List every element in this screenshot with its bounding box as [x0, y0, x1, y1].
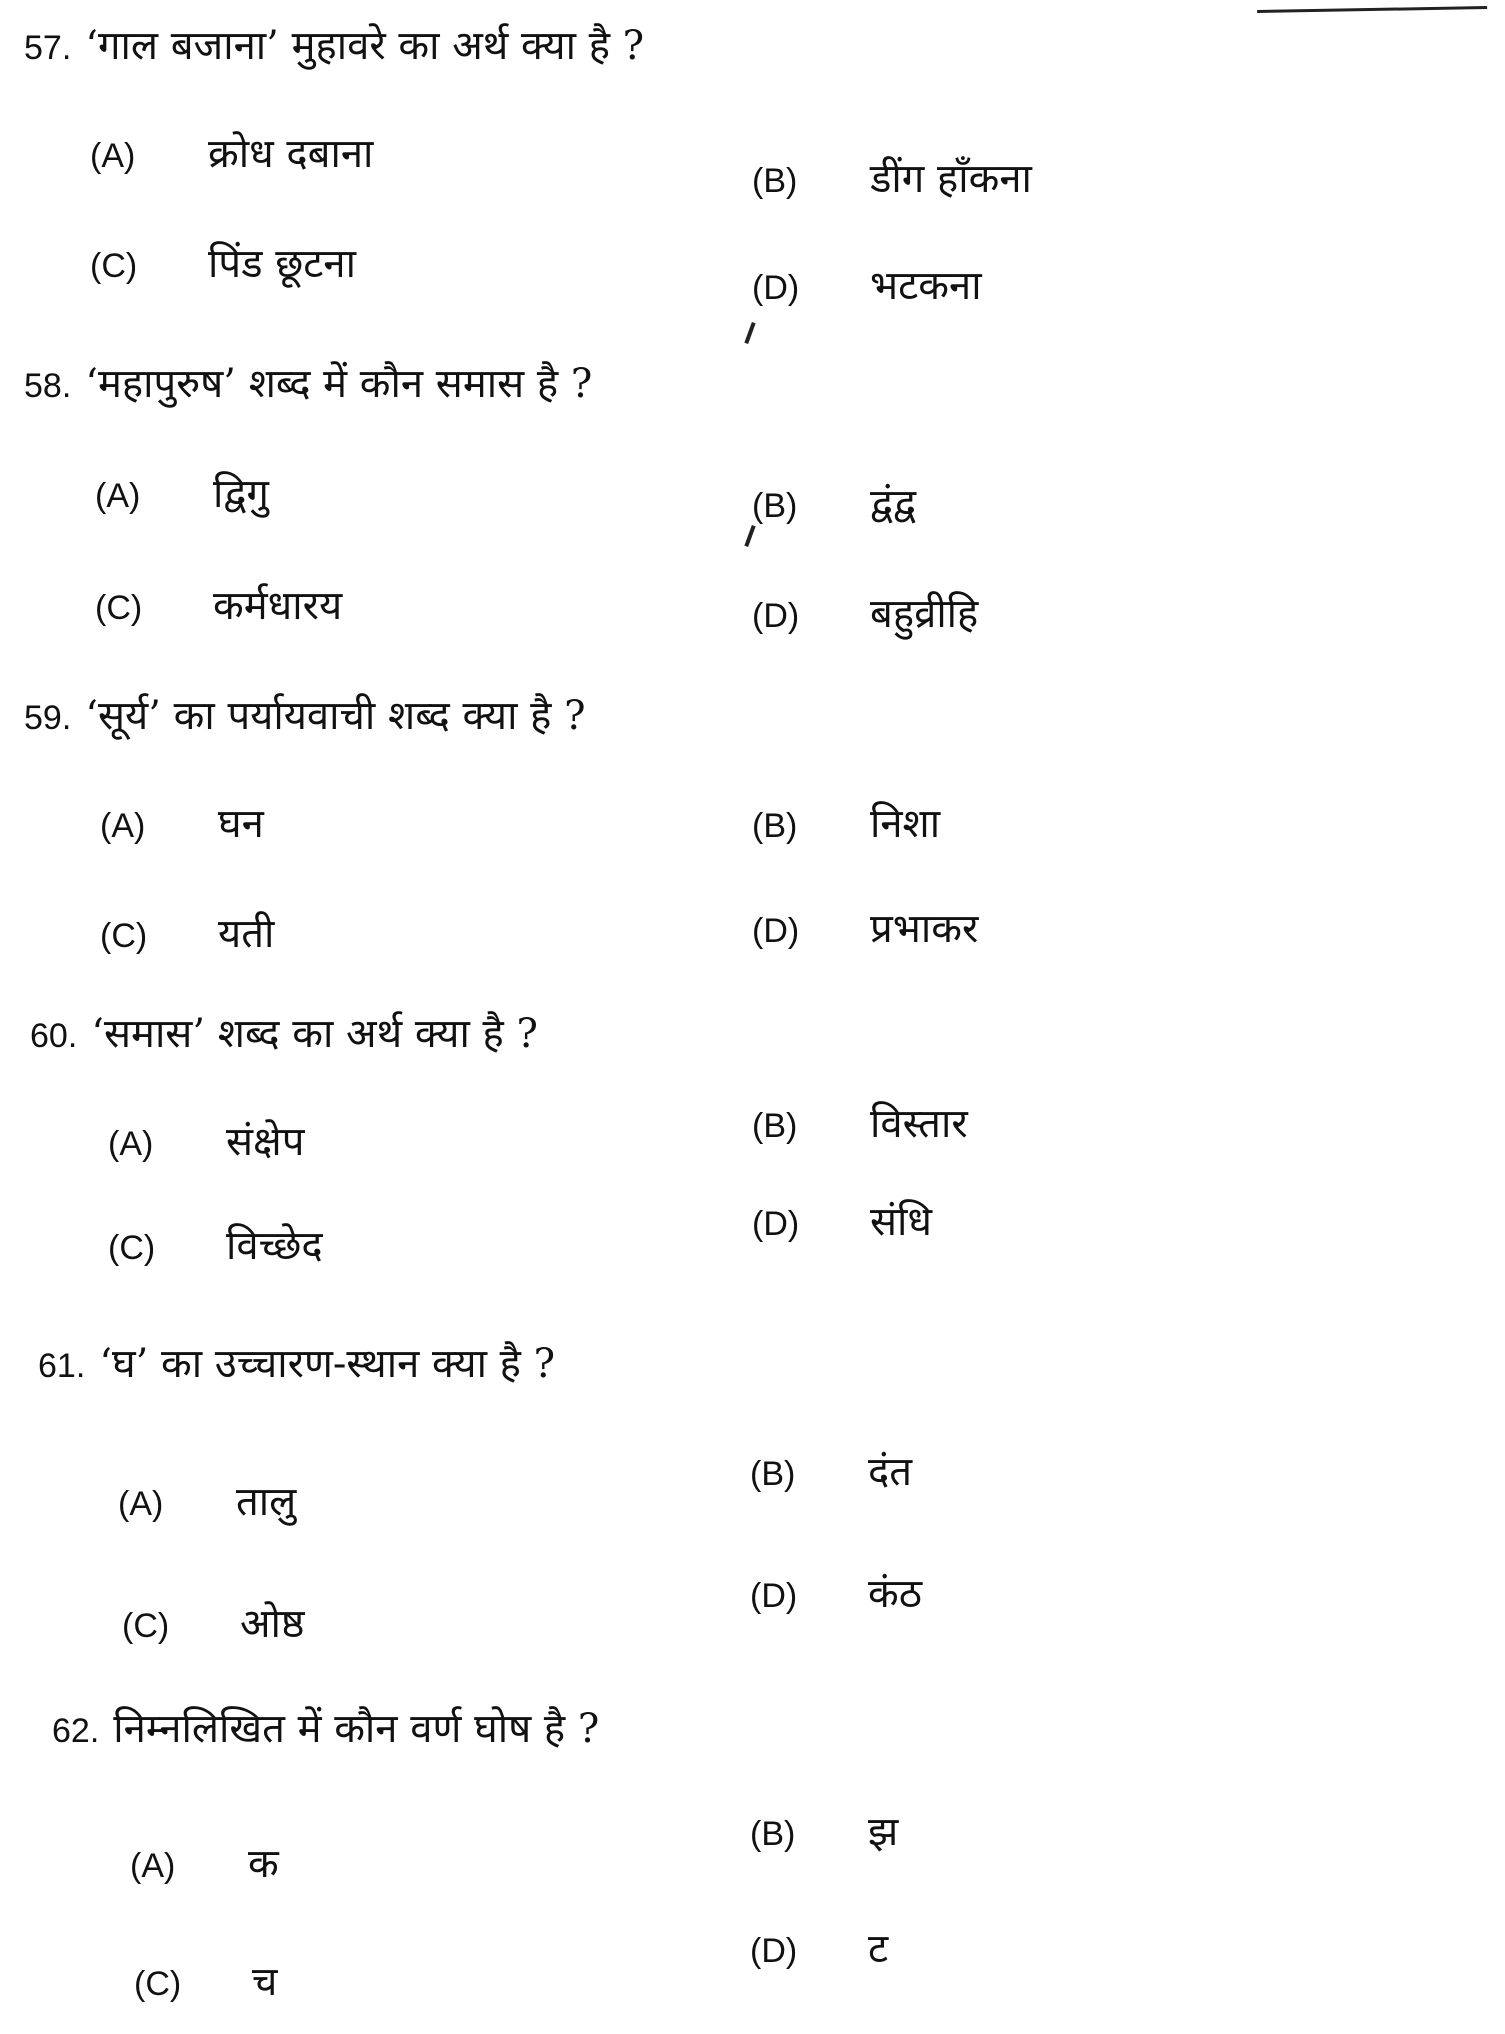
option-letter: (C) — [100, 917, 148, 955]
pen-tick-mark — [744, 322, 755, 344]
option-text: भटकना — [870, 263, 982, 309]
option-text: संधि — [870, 1199, 932, 1245]
option-letter: (B) — [752, 807, 798, 845]
option-text: विच्छेद — [226, 1223, 323, 1269]
question-number: 57. — [24, 29, 72, 67]
option-c — [95, 582, 342, 630]
option-d — [750, 1925, 888, 1973]
option-letter: (D) — [750, 1932, 798, 1970]
option-b — [750, 1808, 898, 1856]
option-text: क — [248, 1841, 279, 1887]
question-text: ‘घ’ का उच्चारण-स्थान क्या है ? — [99, 1341, 556, 1387]
option-a — [95, 470, 269, 518]
option-text: क्रोध दबाना — [208, 131, 374, 177]
option-c — [122, 1600, 304, 1648]
option-letter: (C) — [108, 1229, 156, 1267]
option-a — [100, 800, 264, 848]
question-text-line — [52, 1705, 599, 1753]
option-letter: (A) — [90, 137, 136, 175]
option-text: डींग हाँकना — [870, 156, 1032, 202]
question-text-line — [30, 1010, 538, 1058]
option-letter: (D) — [752, 597, 800, 635]
option-text: तालु — [236, 1479, 297, 1525]
option-b — [752, 480, 916, 528]
option-d — [752, 590, 978, 638]
option-b — [750, 1448, 912, 1496]
option-letter: (D) — [752, 269, 800, 307]
option-text: कर्मधारय — [213, 583, 343, 629]
option-text: विस्तार — [870, 1101, 968, 1147]
option-letter: (B) — [750, 1455, 796, 1493]
option-letter: (C) — [134, 1965, 182, 2003]
option-text: झ — [868, 1809, 899, 1855]
question-number: 62. — [52, 1712, 100, 1750]
option-letter: (B) — [752, 487, 798, 525]
option-text: ओष्ठ — [240, 1601, 305, 1647]
option-b — [752, 155, 1032, 203]
option-letter: (A) — [130, 1847, 176, 1885]
question-text-line — [24, 692, 586, 740]
option-text: द्वंद्व — [870, 481, 916, 527]
option-text: घन — [218, 801, 264, 847]
question-text: ‘महापुरुष’ शब्द में कौन समास है ? — [85, 361, 593, 407]
option-c — [100, 910, 274, 958]
option-letter: (C) — [95, 589, 143, 627]
option-text: ट — [868, 1926, 889, 1972]
option-d — [752, 1198, 932, 1246]
option-a — [118, 1478, 296, 1526]
question-number: 61. — [38, 1347, 86, 1385]
option-text: द्विगु — [213, 471, 269, 517]
option-d — [752, 262, 982, 310]
option-d — [752, 905, 978, 953]
option-letter: (B) — [752, 1107, 798, 1145]
option-a — [130, 1840, 279, 1888]
option-text: प्रभाकर — [870, 906, 979, 952]
question-text-line — [24, 22, 644, 70]
option-text: संक्षेप — [226, 1119, 305, 1165]
option-b — [752, 800, 940, 848]
option-c — [90, 240, 356, 288]
option-letter: (D) — [752, 1205, 800, 1243]
pen-tick-mark — [744, 525, 755, 547]
option-c — [108, 1222, 323, 1270]
option-text: यती — [218, 911, 275, 957]
question-text: ‘गाल बजाना’ मुहावरे का अर्थ क्या है ? — [85, 23, 645, 69]
top-right-scribble — [1257, 0, 1487, 13]
question-number: 60. — [30, 1017, 78, 1055]
question-text-line — [24, 360, 592, 408]
question-text: निम्नलिखित में कौन वर्ण घोष है ? — [113, 1706, 600, 1752]
question-text: ‘सूर्य’ का पर्यायवाची शब्द क्या है ? — [85, 693, 586, 739]
question-number: 59. — [24, 699, 72, 737]
option-text: बहुव्रीहि — [870, 591, 979, 637]
option-letter: (C) — [122, 1607, 170, 1645]
option-a — [108, 1118, 304, 1166]
option-text: पिंड छूटना — [208, 241, 356, 287]
option-text: दंत — [868, 1449, 913, 1495]
option-letter: (A) — [95, 477, 141, 515]
option-c — [134, 1958, 277, 2006]
option-text: निशा — [870, 801, 941, 847]
option-text: च — [252, 1959, 278, 2005]
option-d — [750, 1570, 922, 1618]
option-letter: (D) — [750, 1577, 798, 1615]
option-a — [90, 130, 373, 178]
option-letter: (B) — [750, 1815, 796, 1853]
question-number: 58. — [24, 367, 72, 405]
option-letter: (A) — [100, 807, 146, 845]
option-letter: (A) — [108, 1125, 154, 1163]
option-text: कंठ — [868, 1571, 922, 1617]
option-letter: (A) — [118, 1485, 164, 1523]
question-text-line — [38, 1340, 555, 1388]
option-letter: (D) — [752, 912, 800, 950]
option-b — [752, 1100, 968, 1148]
option-letter: (C) — [90, 247, 138, 285]
question-text: ‘समास’ शब्द का अर्थ क्या है ? — [91, 1011, 538, 1057]
option-letter: (B) — [752, 162, 798, 200]
